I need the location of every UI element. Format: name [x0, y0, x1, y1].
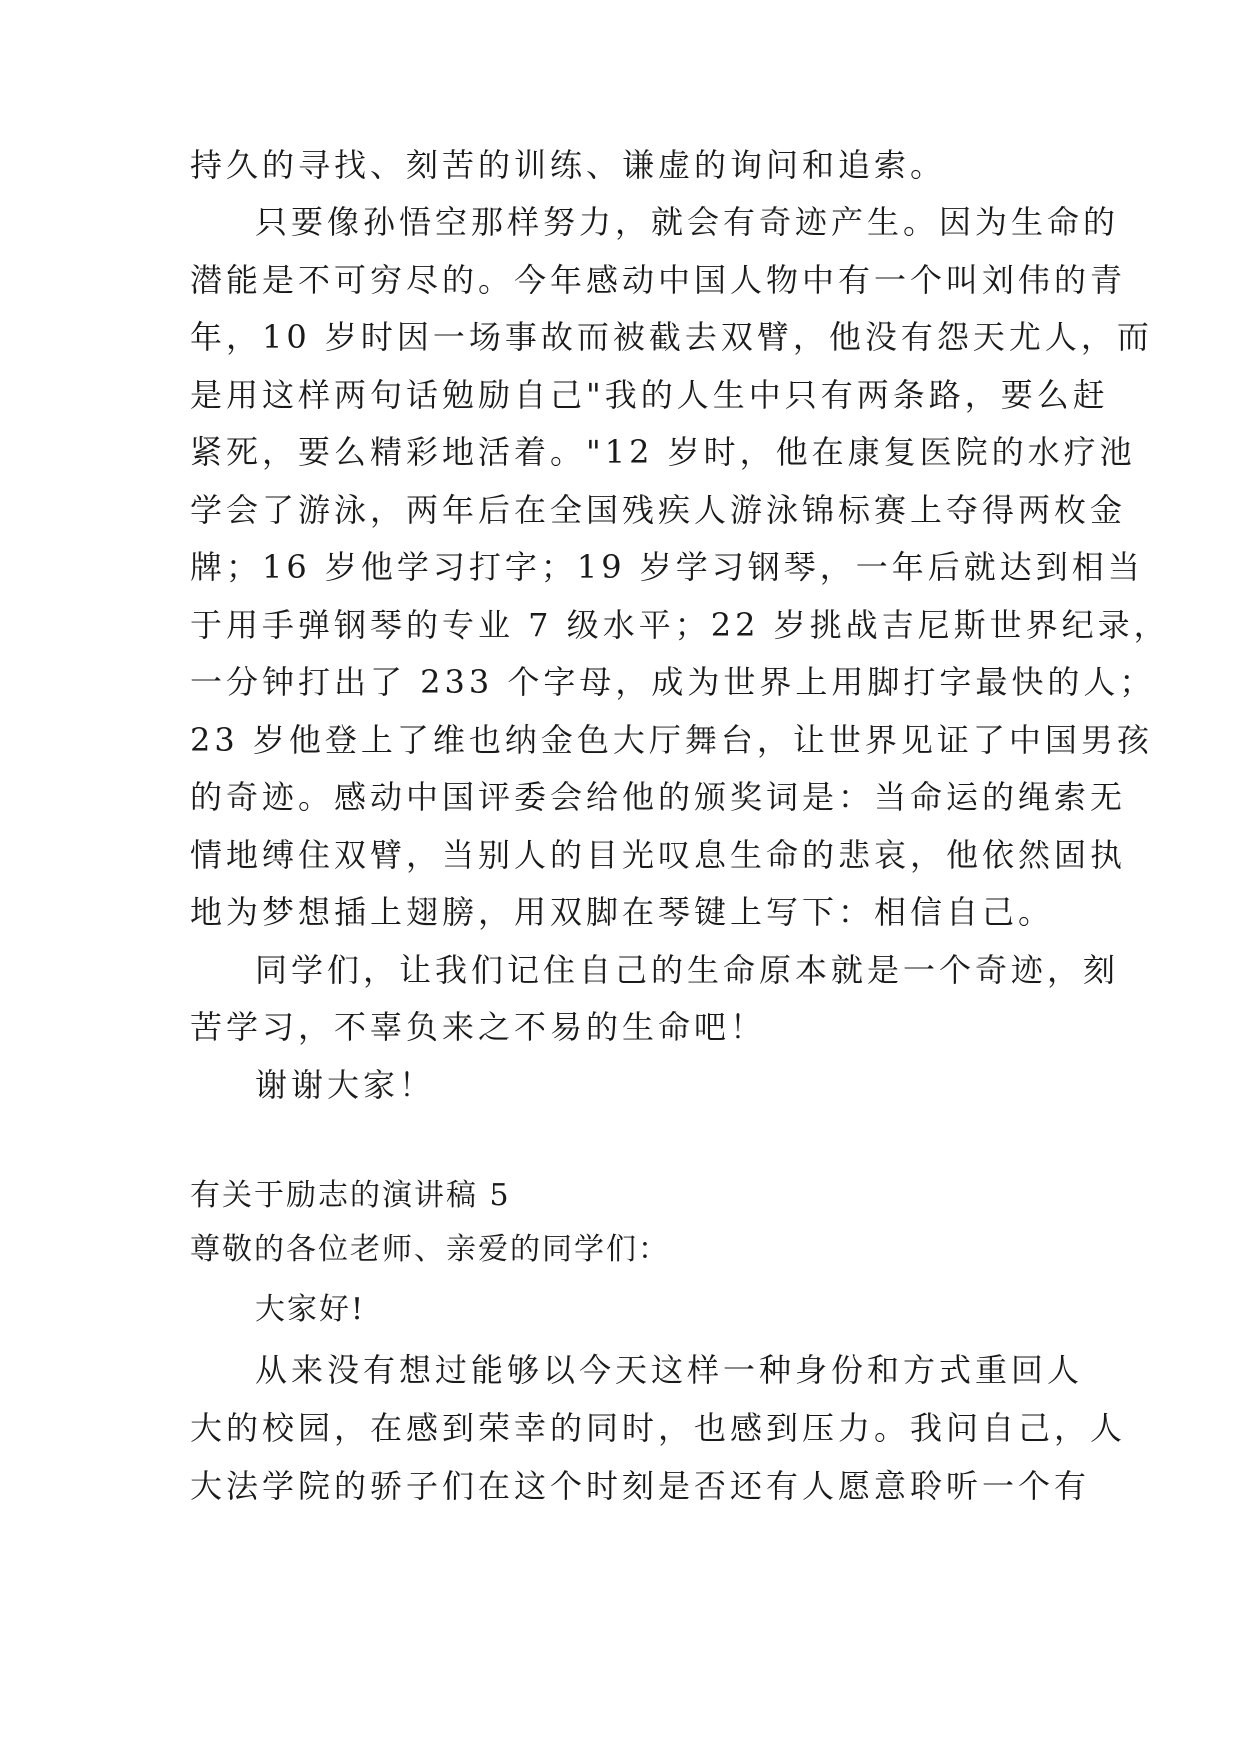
paragraph-line: 从来没有想过能够以今天这样一种身份和方式重回人: [255, 1351, 1084, 1389]
paragraph-line: 地为梦想插上翅膀，用双脚在琴键上写下：相信自己。: [190, 893, 1055, 931]
section-heading: 有关于励志的演讲稿 5: [190, 1178, 511, 1213]
paragraph-line: 牌；16 岁他学习打字；19 岁学习钢琴，一年后就达到相当: [190, 548, 1144, 586]
paragraph-line: 学会了游泳，两年后在全国残疾人游泳锦标赛上夺得两枚金: [190, 491, 1127, 529]
paragraph-line: 情地缚住双臂，当别人的目光叹息生命的悲哀，他依然固执: [190, 836, 1127, 874]
salutation-line: 尊敬的各位老师、亲爱的同学们：: [190, 1232, 670, 1267]
paragraph-line: 持久的寻找、刻苦的训练、谦虚的询问和追索。: [190, 146, 947, 184]
greeting-line: 大家好!: [255, 1292, 366, 1327]
paragraph-line: 只要像孙悟空那样努力，就会有奇迹产生。因为生命的: [255, 203, 1120, 241]
paragraph-line: 的奇迹。感动中国评委会给他的颁奖词是：当命运的绳索无: [190, 778, 1127, 816]
paragraph-line: 年，10 岁时因一场事故而被截去双臂，他没有怨天尤人，而: [190, 318, 1153, 356]
paragraph-line: 一分钟打出了 233 个字母，成为世界上用脚打字最快的人；: [190, 663, 1156, 701]
paragraph-line: 同学们，让我们记住自己的生命原本就是一个奇迹，刻: [255, 951, 1120, 989]
paragraph-line: 苦学习，不辜负来之不易的生命吧！: [190, 1008, 767, 1046]
paragraph-line: 是用这样两句话勉励自己"我的人生中只有两条路，要么赶: [190, 376, 1109, 414]
paragraph-line: 于用手弹钢琴的专业 7 级水平；22 岁挑战吉尼斯世界纪录，: [190, 606, 1170, 644]
paragraph-line: 23 岁他登上了维也纳金色大厅舞台，让世界见证了中国男孩: [190, 721, 1153, 759]
paragraph-line: 谢谢大家！: [255, 1066, 436, 1104]
paragraph-line: 潜能是不可穷尽的。今年感动中国人物中有一个叫刘伟的青: [190, 261, 1127, 299]
paragraph-line: 大法学院的骄子们在这个时刻是否还有人愿意聆听一个有: [190, 1467, 1091, 1505]
paragraph-line: 大的校园，在感到荣幸的同时，也感到压力。我问自己，人: [190, 1409, 1127, 1447]
paragraph-line: 紧死，要么精彩地活着。"12 岁时，他在康复医院的水疗池: [190, 433, 1136, 471]
